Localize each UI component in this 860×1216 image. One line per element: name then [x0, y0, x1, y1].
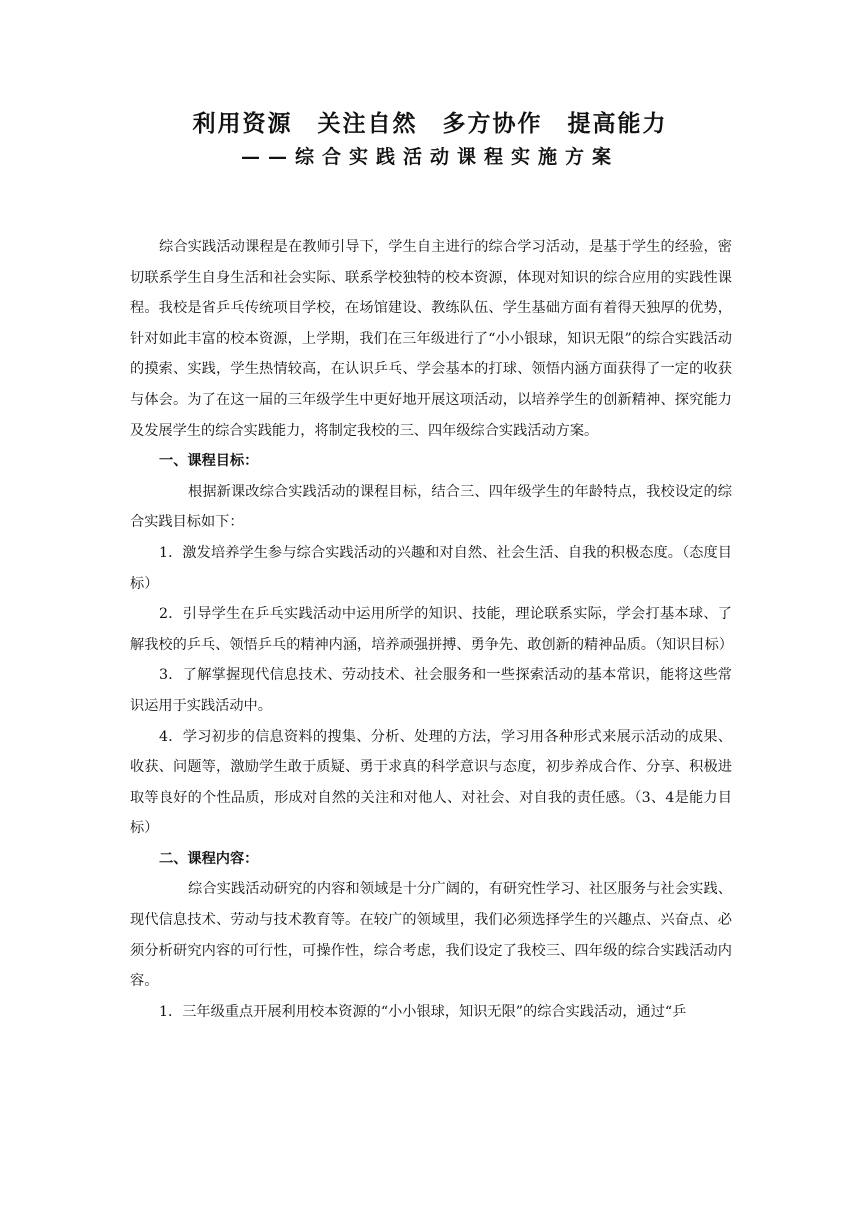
document-body [130, 232, 732, 1027]
goal-item-1: 1．激发培养学生参与综合实践活动的兴趣和对自然、社会生活、自我的积极态度。（态度目标） [130, 544, 732, 592]
section-heading-content: 二、课程内容： [159, 850, 259, 867]
goal-item-2: 2．引导学生在乒乓实践活动中运用所学的知识、技能，理论联系实际，学会打基本球、了解我校的乒乓、领悟乒乓的精神内涵，培养顽强拼搏、勇争先、敢创新的精神品质。（知识目标） [130, 606, 733, 653]
goals-intro-paragraph: 根据新课改综合实践活动的课程目标，结合三、四年级学生的年龄特点，我校设定的综合实践目标如下： [130, 483, 732, 531]
intro-paragraph: 综合实践活动课程是在教师引导下，学生自主进行的综合学习活动，是基于学生的经验，密切联系学生自身生活和社会实际、联系学校独特的校本资源，体现对知识的综合应用的实践性课程。我校是省乒乓传统项目学校，在场馆建设、教练队伍、学生基础方面有着得天独厚的优势，针对如此丰富的校本资源，上学期，我们在三年级进行了“小小银球，知识无限”的综合实践活动的摸索、实践，学生热情较高，在认识乒乓、学会基本的打球、领悟内涵方面获得了一定的收获与体会。为了在这一届的三年级学生中更好地开展这项活动，以培养学生的创新精神、探究能力及发展学生的综合实践能力，将制定我校的三、四年级综合实践活动方案。 [130, 239, 732, 439]
goal-item-4: 4．学习初步的信息资料的搜集、分析、处理的方法，学习用各种形式来展示活动的成果、收获、问题等，激励学生敢于质疑、勇于求真的科学意识与态度，初步养成合作、分享、积极进取等良好的个性品质，形成对自然的关注和对他人、对社会、对自我的责任感。（3、4是能力目标） [130, 728, 732, 837]
content-item-1: 1．三年级重点开展利用校本资源的“小小银球，知识无限”的综合实践活动，通过“乒 [159, 1003, 687, 1020]
document-subtitle: ——综合实践活动课程实施方案 [240, 146, 619, 168]
content-intro-paragraph: 综合实践活动研究的内容和领域是十分广阔的，有研究性学习、社区服务与社会实践、现代信息技术、劳动与技术教育等。在较广的领域里，我们必须选择学生的兴趣点、兴奋点、必须分析研究内容的可行性，可操作性，综合考虑，我们设定了我校三、四年级的综合实践活动内容。 [130, 881, 732, 990]
document-title: 利用资源 关注自然 多方协作 提高能力 [192, 110, 668, 137]
section-heading-goals: 一、课程目标： [159, 453, 259, 470]
goal-item-3: 3．了解掌握现代信息技术、劳动技术、社会服务和一些探索活动的基本常识，能将这些常识运用于实践活动中。 [130, 667, 732, 714]
